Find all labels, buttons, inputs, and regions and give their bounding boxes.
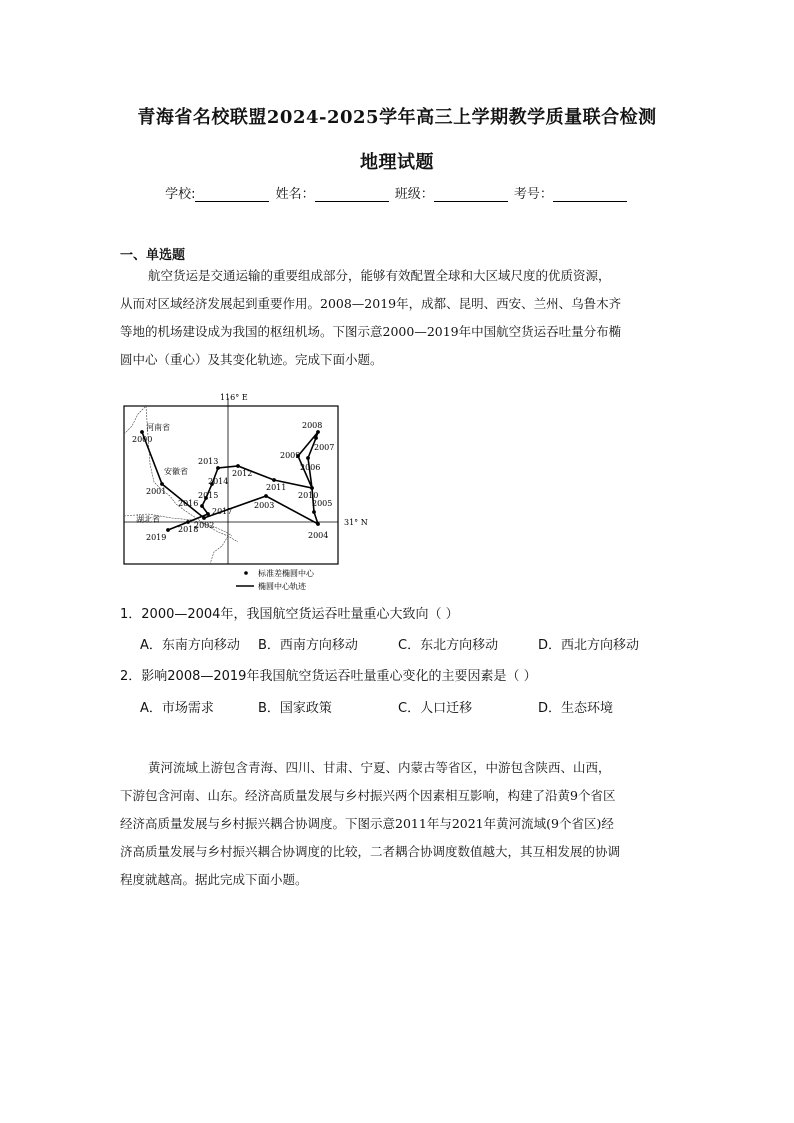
year-label: 2000 [132,435,153,444]
passage-2 [120,754,675,894]
question-2-stem: 2．影响2008—2019年我国航空货运吞吐量重心变化的主要因素是（ ） [120,669,537,684]
option-c[interactable]: C．人口迁移 [398,701,473,716]
question-1-stem: 1．2000—2004年，我国航空货运吞吐量重心大致向（ ） [120,607,459,622]
center-point-2010 [310,486,314,490]
center-point-2018 [186,520,190,524]
province-label-hubei: 湖北省 [136,515,160,524]
year-label: 2011 [266,483,287,492]
longitude-label: 116° E [220,393,248,402]
passage-2-line: 黄河流域上游包含青海、四川、甘肃、宁夏、内蒙古等省区，中游包含陕西、山西， [148,760,611,775]
option-d[interactable]: D．生态环境 [538,701,614,716]
year-label: 2008 [302,421,323,430]
center-point-2006 [306,456,310,460]
year-label: 2014 [208,477,229,486]
option-d[interactable]: D．西北方向移动 [538,638,640,653]
center-point-2007 [314,436,318,440]
province-label-henan: 河南省 [146,423,170,432]
option-b[interactable]: B．西南方向移动 [258,638,358,653]
center-point-2002 [202,516,206,520]
question-1-options [140,634,639,653]
passage-2-line: 经济高质量发展与乡村振兴耦合协调度。下图示意2011年与2021年黄河流域(9个省区)经 [120,816,614,831]
province-label-anhui: 安徽省 [164,467,188,476]
class-field[interactable] [434,189,508,202]
option-a[interactable]: A．市场需求 [140,701,214,716]
exam-number-label: 考号： [513,187,553,202]
year-label: 2006 [300,463,321,472]
class-label: 班级： [394,187,434,202]
option-c[interactable]: C．东北方向移动 [398,638,499,653]
gravity-center-map [118,386,368,594]
year-label: 2012 [232,469,253,478]
passage-1-line: 从而对区域经济发展起到重要作用。2008—2019年，成都、昆明、西安、兰州、乌鲁木齐 [120,296,622,311]
name-label: 姓名： [275,187,315,202]
year-label: 2018 [178,525,199,534]
passage-1-line: 等地的机场建设成为我国的枢纽机场。下图示意2000—2019年中国航空货运吞吐量分布椭 [120,324,622,339]
center-point-2012 [236,464,240,468]
school-label: 学校: [165,187,196,202]
year-label: 2001 [146,487,167,496]
year-label: 2009 [280,451,301,460]
exam-number-field[interactable] [553,189,627,202]
center-point-2011 [272,478,276,482]
passage-2-line: 程度就越高。据此完成下面小题。 [120,872,308,887]
year-label: 2007 [314,443,335,452]
name-field[interactable] [315,189,389,202]
year-label: 2017 [212,507,233,516]
legend-dot-label: 标准差椭圆中心 [258,569,314,578]
year-label: 2015 [198,491,219,500]
option-b[interactable]: B．国家政策 [258,701,332,716]
center-point-2000 [140,430,144,434]
center-point-2017 [206,512,210,516]
student-info-fields [0,183,794,202]
passage-1-line: 圆中心（重心）及其变化轨迹。完成下面小题。 [120,352,383,367]
center-point-2005 [312,510,316,514]
center-point-2019 [166,528,170,532]
year-label: 2013 [198,457,219,466]
section-title: 一、单选题 [120,248,186,263]
year-label: 2016 [178,499,199,508]
center-point-2013 [216,466,220,470]
year-label: 2019 [146,533,167,542]
year-label: 2005 [312,499,333,508]
passage-1 [120,262,675,374]
option-a[interactable]: A．东南方向移动 [140,638,240,653]
page-title: 青海省名校联盟2024-2025学年高三上学期教学质量联合检测 [137,107,657,128]
center-point-2001 [160,482,164,486]
year-label: 2002 [194,521,215,530]
passage-1-line: 航空货运是交通运输的重要组成部分，能够有效配置全球和大区域尺度的优质资源， [148,268,611,283]
year-label: 2004 [308,531,329,540]
legend-dot-symbol [244,571,248,575]
year-label: 2003 [254,501,275,510]
school-field[interactable] [195,189,269,202]
year-label: 2010 [298,491,319,500]
question-2-options [140,697,613,716]
passage-2-line: 下游包含河南、山东。经济高质量发展与乡村振兴两个因素相互影响，构建了沿黄9个省区 [120,788,616,803]
latitude-label: 31° N [344,518,368,527]
center-point-2008 [316,430,320,434]
center-point-2004 [316,522,320,526]
center-point-2016 [200,504,204,508]
center-point-2003 [264,494,268,498]
legend-line-label: 椭圆中心轨迹 [258,582,306,591]
page-subtitle: 地理试题 [360,152,434,173]
passage-2-line: 济高质量发展与乡村振兴耦合协调度的比较，二者耦合协调度数值越大，其互相发展的协调 [120,844,621,859]
